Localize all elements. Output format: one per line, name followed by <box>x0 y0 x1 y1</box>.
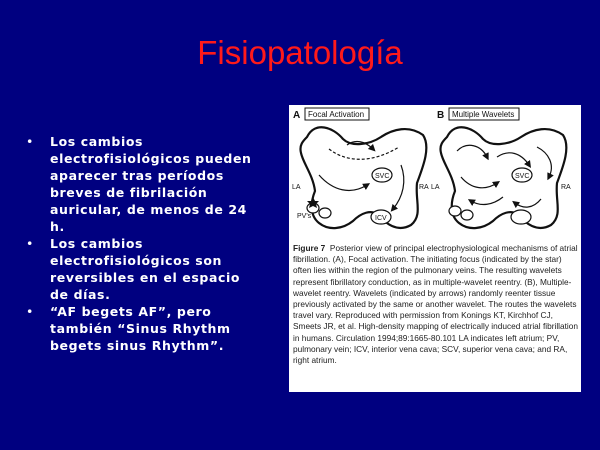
bullet-icon: • <box>26 304 34 319</box>
ra-label-a: RA <box>419 184 429 191</box>
atria-diagram <box>289 105 581 245</box>
la-label-a: LA <box>292 184 301 191</box>
bullet-icon: • <box>26 134 34 149</box>
bullet-text: “AF begets AF”, pero también “Sinus Rhythm begets sinus Rhythm”. <box>50 304 231 353</box>
la-label-b: LA <box>431 184 440 191</box>
panel-a <box>292 108 429 228</box>
icv-label-a: ICV <box>375 215 387 222</box>
bullet-text: Los cambios electrofisiológicos pueden aparecer tras períodos breves de fibrilación auricular, de menos de 24 h. <box>50 134 252 234</box>
pvs-label-a: PV's <box>297 213 312 220</box>
panel-b-title: Multiple Wavelets <box>452 110 515 119</box>
bullet-item <box>26 303 256 354</box>
bullet-item <box>26 133 256 235</box>
panel-a-title: Focal Activation <box>308 110 365 119</box>
ra-label-b: RA <box>561 184 571 191</box>
panel-b-letter: B <box>437 110 445 121</box>
svc-label-b: SVC <box>515 173 530 180</box>
figure-image <box>289 105 581 392</box>
svc-label-a: SVC <box>375 173 390 180</box>
caption-label: Figure 7 <box>293 243 326 253</box>
bullet-item <box>26 235 256 303</box>
bullet-text: Los cambios electrofisiológicos son reversibles en el espacio de días. <box>50 236 241 302</box>
bullet-list <box>26 133 256 354</box>
panel-b <box>431 108 571 228</box>
figure-caption <box>293 243 579 366</box>
slide-title: Fisiopatología <box>197 34 403 71</box>
panel-a-letter: A <box>293 110 301 121</box>
bullet-icon: • <box>26 236 34 251</box>
caption-text: Posterior view of principal electrophysiological mechanisms of atrial fibrillation. (A), Focal activation. The initiating focus (indicated by the star) often lies within the region of the pulmonary veins. The resulting wavelets represent fibrillatory conduction, as in multiple-wavelet reentry. (B), Multiple-wavelet reentry. Wavelets (indicated by arrows) randomly reenter tissue previously activated by the same or another wavelet. The routes the wavelets travel vary. Reproduced with permission from Konings KT, Kirchhof CJ, Smeets JR, et al. High-density mapping of electrically induced atrial fibrillation in humans. Circulation 1994;89:1665-80.101 LA indicates left atrium; PV, pulmonary vein; ICV, interior vena cava; SCV, superior vena cava; and RA, right atrium. <box>293 243 578 366</box>
